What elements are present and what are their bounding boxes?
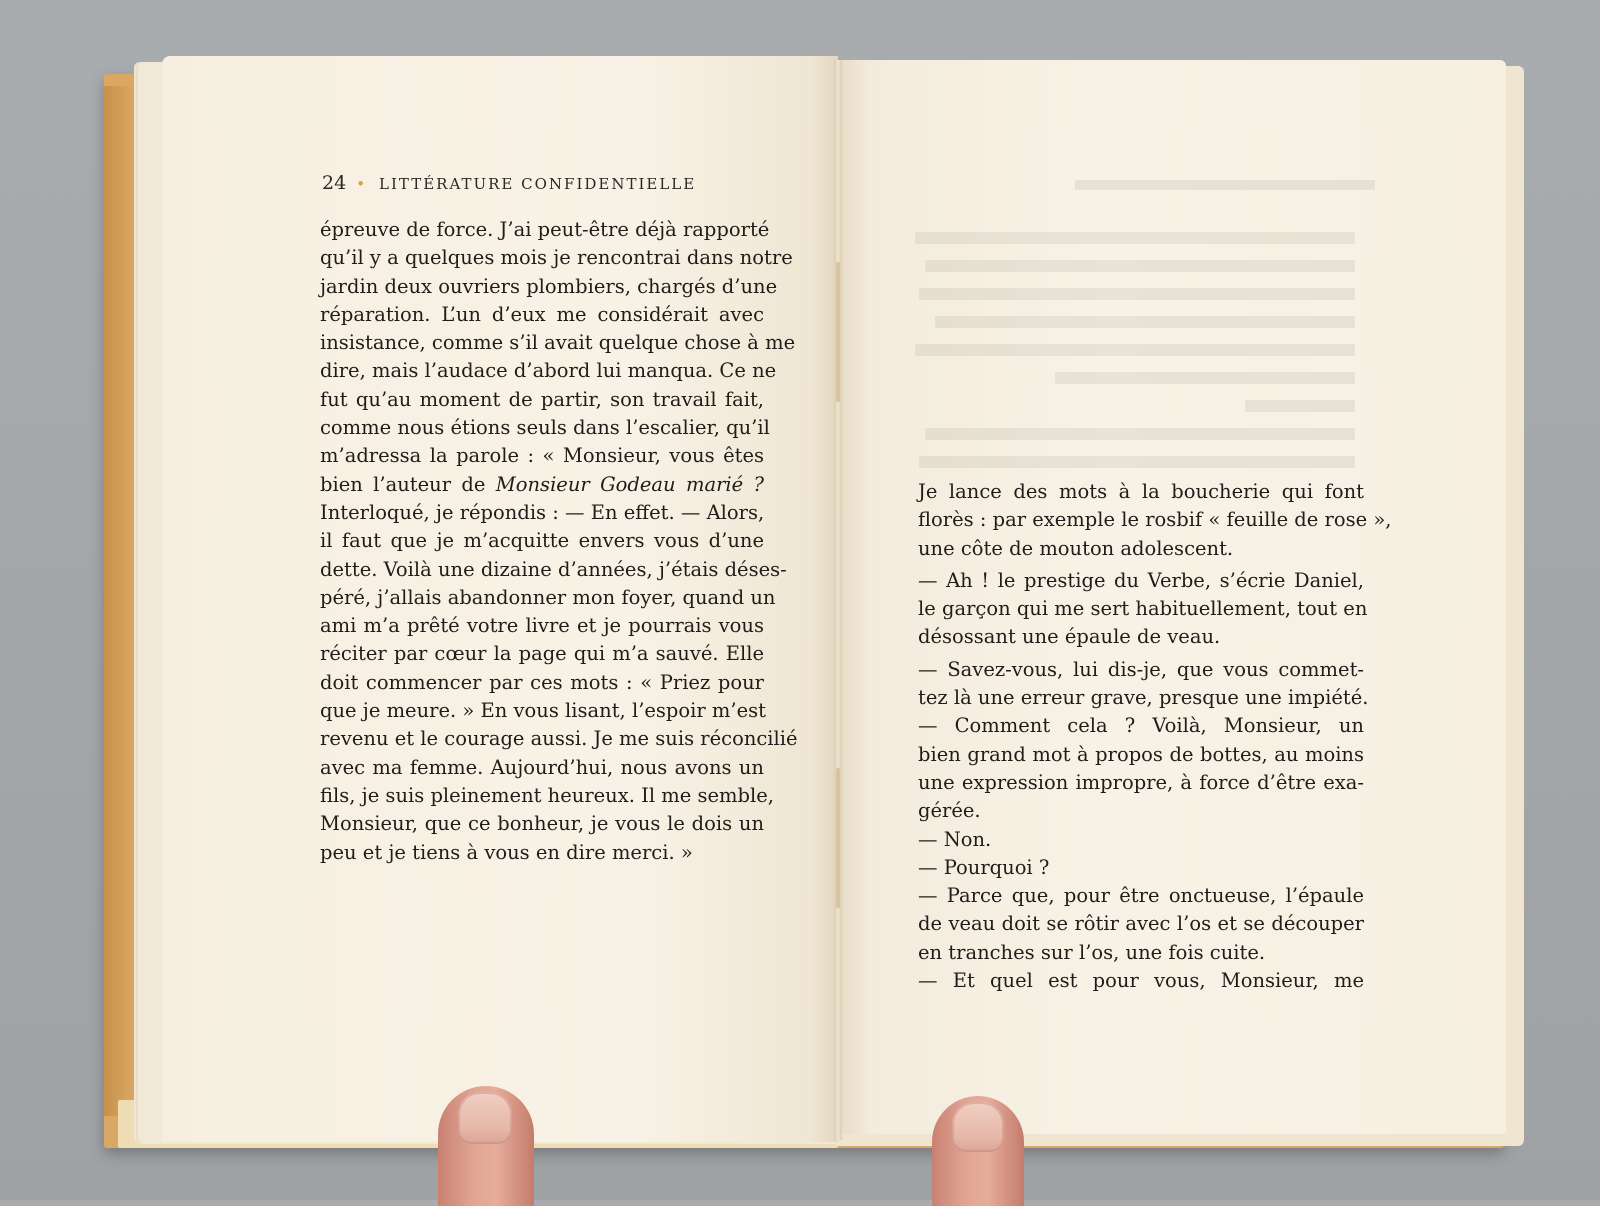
text-line: — Comment cela ? Voilà, Monsieur, un [918, 714, 1364, 738]
text-line: désossant une épaule de veau. [918, 625, 1221, 649]
text-line: doit commencer par ces mots : « Priez pour [320, 670, 764, 694]
text-line: revenu et le courage aussi. Je me suis réconcilié [320, 727, 798, 751]
text-line: que je meure. » En vous lisant, l’espoir m’est [320, 699, 766, 723]
book-gutter [834, 60, 842, 1140]
text-line: — Et quel est pour vous, Monsieur, me [918, 969, 1364, 993]
text-line: florès : par exemple le rosbif « feuille de rose », [918, 508, 1392, 532]
text-line: comme nous étions seuls dans l’escalier, qu’il [320, 416, 770, 440]
text-line: dette. Voilà une dizaine d’années, j’étais déses- [320, 557, 787, 581]
text-line: Monsieur, que ce bonheur, je vous le dois un [320, 812, 764, 836]
text-line: réparation. L’un d’eux me considérait avec [320, 302, 764, 326]
show-through-text [905, 224, 1355, 476]
running-header [322, 172, 722, 194]
text-line: épreuve de force. J’ai peut-être déjà rapporté [320, 218, 770, 241]
text-line: gérée. [918, 799, 981, 823]
text-line: Interloqué, je répondis : — En effet. — Alors, [320, 500, 765, 524]
text-line-prefix: bien l’auteur de [320, 472, 496, 496]
text-line: insistance, comme s’il avait quelque chose à me [320, 331, 796, 355]
text-line: peu et je tiens à vous en dire merci. » [320, 840, 693, 864]
text-line: le garçon qui me sert habituellement, tout en [918, 597, 1368, 621]
text-line: dire, mais l’audace d’abord lui manqua. Ce ne [320, 359, 777, 383]
text-line: — Pourquoi ? [918, 855, 1050, 879]
text-line: une expression impropre, à force d’être exa- [918, 770, 1364, 794]
text-line: qu’il y a quelques mois je rencontrai dans notre [320, 246, 793, 270]
text-line: Je lance des mots à la boucherie qui font [918, 480, 1364, 503]
text-line: tez là une erreur grave, presque une impiété. [918, 686, 1369, 710]
text-line: — Parce que, pour être onctueuse, l’épaule [918, 884, 1364, 908]
header-dot-icon: • [356, 175, 368, 193]
left-thumbnail [458, 1092, 512, 1144]
text-line: ami m’a prêté votre livre et je pourrais vous [320, 614, 764, 638]
right-page-text [918, 478, 1392, 995]
binding-thread-bottom [836, 768, 840, 908]
text-line: bien grand mot à propos de bottes, au moins [918, 742, 1364, 766]
text-line: m’adressa la parole : « Monsieur, vous êtes [320, 444, 764, 468]
text-line: de veau doit se rôtir avec l’os et se découper [918, 912, 1364, 936]
right-thumbnail [952, 1102, 1004, 1152]
text-line-with-title [320, 471, 764, 499]
text-line: une côte de mouton adolescent. [918, 536, 1234, 560]
text-line: jardin deux ouvriers plombiers, chargés d’une [320, 274, 778, 298]
text-line: fils, je suis pleinement heureux. Il me semble, [320, 783, 774, 807]
text-line: en tranches sur l’os, une fois cuite. [918, 940, 1266, 964]
text-line: péré, j’allais abandonner mon foyer, quand un [320, 585, 776, 609]
book-title: Monsieur Godeau marié ? [495, 472, 764, 496]
text-line: avec ma femme. Aujourd’hui, nous avons un [320, 755, 764, 779]
left-page-text [320, 216, 798, 867]
text-line: réciter par cœur la page qui m’a sauvé. Elle [320, 642, 764, 666]
text-line: — Non. [918, 827, 992, 851]
binding-thread-top [836, 262, 840, 402]
text-line: fut qu’au moment de partir, son travail fait, [320, 387, 764, 411]
text-line: — Savez-vous, lui dis-je, que vous commet- [918, 657, 1364, 681]
show-through-header [985, 178, 1375, 194]
text-line: — Ah ! le prestige du Verbe, s’écrie Daniel, [918, 568, 1364, 592]
page-number: 24 [322, 172, 347, 194]
running-head-title: LITTÉRATURE CONFIDENTIELLE [379, 175, 697, 193]
text-line: il faut que je m’acquitte envers vous d’une [320, 529, 764, 553]
